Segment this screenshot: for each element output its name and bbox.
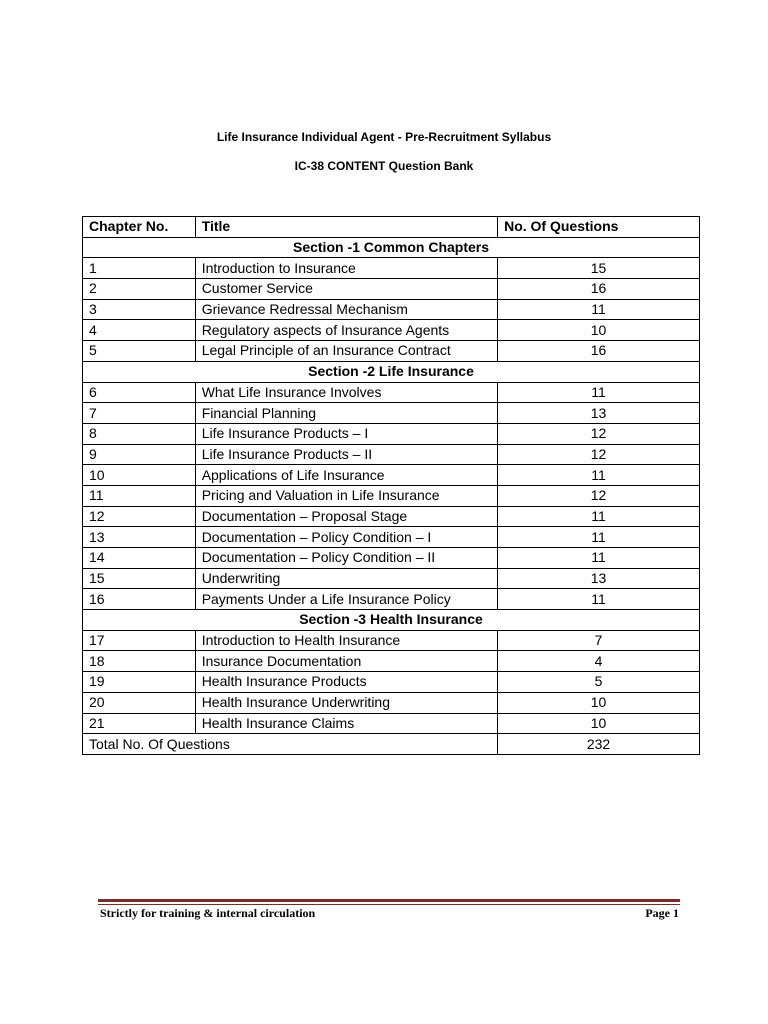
- table-row: [83, 299, 700, 320]
- table-row: [83, 279, 700, 300]
- question-count: 12: [498, 423, 700, 444]
- table-body: [83, 237, 700, 734]
- question-count: 11: [498, 506, 700, 527]
- chapter-number: 11: [83, 485, 196, 506]
- chapter-title: Introduction to Health Insurance: [195, 630, 497, 651]
- chapter-number: 20: [83, 692, 196, 713]
- chapter-number: 14: [83, 548, 196, 569]
- question-count: 7: [498, 630, 700, 651]
- chapter-title: Customer Service: [195, 279, 497, 300]
- chapter-title: Financial Planning: [195, 403, 497, 424]
- question-count: 11: [498, 465, 700, 486]
- table-row: [83, 548, 700, 569]
- chapter-title: Legal Principle of an Insurance Contract: [195, 341, 497, 362]
- column-header-chapter: Chapter No.: [83, 217, 196, 238]
- table-row: [83, 382, 700, 403]
- page-number: Page 1: [645, 906, 679, 920]
- table-row: [83, 444, 700, 465]
- syllabus-table: [82, 216, 700, 755]
- table-row: [83, 568, 700, 589]
- table-row: [83, 630, 700, 651]
- chapter-number: 16: [83, 589, 196, 610]
- question-count: 16: [498, 341, 700, 362]
- total-label: Total No. Of Questions: [83, 734, 498, 755]
- table-header-row: [83, 217, 700, 238]
- question-count: 4: [498, 651, 700, 672]
- chapter-number: 5: [83, 341, 196, 362]
- question-count: 16: [498, 279, 700, 300]
- chapter-number: 13: [83, 527, 196, 548]
- question-count: 5: [498, 672, 700, 693]
- question-count: 12: [498, 444, 700, 465]
- question-count: 13: [498, 568, 700, 589]
- footer-rule: [98, 899, 680, 902]
- question-count: 11: [498, 382, 700, 403]
- chapter-title: Insurance Documentation: [195, 651, 497, 672]
- chapter-number: 12: [83, 506, 196, 527]
- question-count: 11: [498, 299, 700, 320]
- section-row: [83, 610, 700, 631]
- chapter-title: Life Insurance Products – II: [195, 444, 497, 465]
- chapter-title: Documentation – Policy Condition – I: [195, 527, 497, 548]
- chapter-title: Health Insurance Products: [195, 672, 497, 693]
- chapter-title: Documentation – Proposal Stage: [195, 506, 497, 527]
- document-title: Life Insurance Individual Agent - Pre-Recruitment Syllabus: [216, 130, 552, 144]
- chapter-title: Applications of Life Insurance: [195, 465, 497, 486]
- chapter-title: Underwriting: [195, 568, 497, 589]
- table-row: [83, 651, 700, 672]
- chapter-title: Documentation – Policy Condition – II: [195, 548, 497, 569]
- chapter-number: 21: [83, 713, 196, 734]
- table-row: [83, 403, 700, 424]
- chapter-title: Pricing and Valuation in Life Insurance: [195, 485, 497, 506]
- total-value: 232: [498, 734, 700, 755]
- table-row: [83, 713, 700, 734]
- chapter-number: 18: [83, 651, 196, 672]
- footer-note: Strictly for training & internal circulation: [100, 906, 316, 920]
- table-row: [83, 692, 700, 713]
- section-heading: Section -2 Life Insurance: [83, 361, 700, 382]
- table-row: [83, 485, 700, 506]
- column-header-title: Title: [195, 217, 497, 238]
- chapter-number: 6: [83, 382, 196, 403]
- table-row: [83, 672, 700, 693]
- table-row: [83, 589, 700, 610]
- section-row: [83, 237, 700, 258]
- section-heading: Section -1 Common Chapters: [83, 237, 700, 258]
- section-row: [83, 361, 700, 382]
- chapter-title: Regulatory aspects of Insurance Agents: [195, 320, 497, 341]
- chapter-number: 8: [83, 423, 196, 444]
- table-row: [83, 423, 700, 444]
- chapter-title: Health Insurance Underwriting: [195, 692, 497, 713]
- question-count: 11: [498, 548, 700, 569]
- chapter-number: 7: [83, 403, 196, 424]
- question-count: 13: [498, 403, 700, 424]
- chapter-number: 17: [83, 630, 196, 651]
- chapter-title: Payments Under a Life Insurance Policy: [195, 589, 497, 610]
- document-subtitle: IC-38 CONTENT Question Bank: [294, 159, 474, 173]
- table-row: [83, 320, 700, 341]
- chapter-number: 3: [83, 299, 196, 320]
- chapter-number: 1: [83, 258, 196, 279]
- question-count: 12: [498, 485, 700, 506]
- table-row: [83, 258, 700, 279]
- question-count: 10: [498, 692, 700, 713]
- question-count: 11: [498, 589, 700, 610]
- question-count: 15: [498, 258, 700, 279]
- table-row: [83, 465, 700, 486]
- question-count: 11: [498, 527, 700, 548]
- chapter-number: 15: [83, 568, 196, 589]
- chapter-number: 10: [83, 465, 196, 486]
- chapter-title: What Life Insurance Involves: [195, 382, 497, 403]
- chapter-title: Life Insurance Products – I: [195, 423, 497, 444]
- chapter-number: 4: [83, 320, 196, 341]
- question-count: 10: [498, 320, 700, 341]
- table-row: [83, 341, 700, 362]
- total-row: [83, 734, 700, 755]
- chapter-title: Introduction to Insurance: [195, 258, 497, 279]
- section-heading: Section -3 Health Insurance: [83, 610, 700, 631]
- column-header-questions: No. Of Questions: [498, 217, 700, 238]
- chapter-number: 2: [83, 279, 196, 300]
- chapter-title: Health Insurance Claims: [195, 713, 497, 734]
- question-count: 10: [498, 713, 700, 734]
- chapter-number: 9: [83, 444, 196, 465]
- table-row: [83, 527, 700, 548]
- chapter-title: Grievance Redressal Mechanism: [195, 299, 497, 320]
- footer-rule-thin: [98, 904, 680, 905]
- chapter-number: 19: [83, 672, 196, 693]
- table-row: [83, 506, 700, 527]
